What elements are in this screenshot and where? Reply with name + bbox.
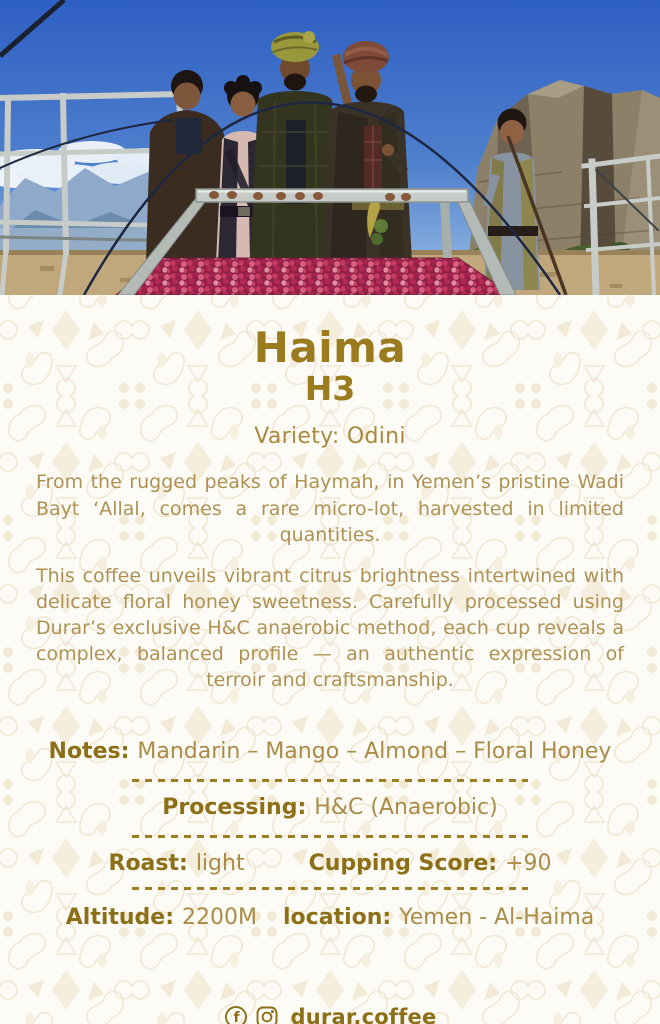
processing-row xyxy=(36,795,624,821)
dashed-divider xyxy=(130,886,530,891)
location-label: location: xyxy=(283,905,392,931)
dashed-divider xyxy=(130,834,530,839)
altitude-label: Altitude: xyxy=(65,905,175,931)
dashed-divider xyxy=(130,778,530,783)
notes-label: Notes: xyxy=(48,738,130,764)
social-footer xyxy=(36,1005,624,1024)
brand-handle[interactable]: durar.coffee xyxy=(290,1005,437,1024)
page-title: Haima xyxy=(253,323,407,372)
description-paragraph-1: From the rugged peaks of Haymah, in Yemen’s pristine Wadi Bayt ‘Allal, comes a rare micro-lot, harvested in limited quantities. xyxy=(36,471,624,546)
svg-text:f: f xyxy=(233,1010,240,1024)
roast-cupping-row xyxy=(36,851,624,877)
notes-value: Mandarin – Mango – Almond – Floral Honey xyxy=(137,738,612,764)
cupping-score-value: +90 xyxy=(505,850,552,876)
specs-section xyxy=(36,739,624,932)
description-paragraph-2: This coffee unveils vibrant citrus brightness intertwined with delicate floral honey sweetness. Carefully processed using Durar’s exclusive H&C anaerobic method, each cup reveals a complex, balanced profile — an authentic expression of terroir and craftsmanship. xyxy=(36,564,624,691)
altitude-pair xyxy=(66,905,257,931)
variety-line: Variety: Odini xyxy=(254,424,406,450)
processing-label: Processing: xyxy=(162,794,307,820)
facebook-icon[interactable] xyxy=(224,1005,248,1024)
location-value: Yemen - Al-Haima xyxy=(399,905,595,931)
cupping-pair xyxy=(309,851,552,877)
flyer-content xyxy=(0,295,660,1024)
farmers-photo xyxy=(0,0,660,295)
processing-value: H&C (Anaerobic) xyxy=(314,794,498,820)
instagram-icon[interactable] xyxy=(255,1005,279,1024)
altitude-value: 2200M xyxy=(182,905,258,931)
roast-pair xyxy=(109,851,245,877)
roast-value: light xyxy=(195,850,245,876)
lot-code: H3 xyxy=(304,369,356,409)
roast-label: Roast: xyxy=(108,850,188,876)
notes-row xyxy=(36,739,624,765)
cupping-score-label: Cupping Score: xyxy=(308,850,498,876)
altitude-location-row xyxy=(36,905,624,931)
location-pair xyxy=(283,905,594,931)
